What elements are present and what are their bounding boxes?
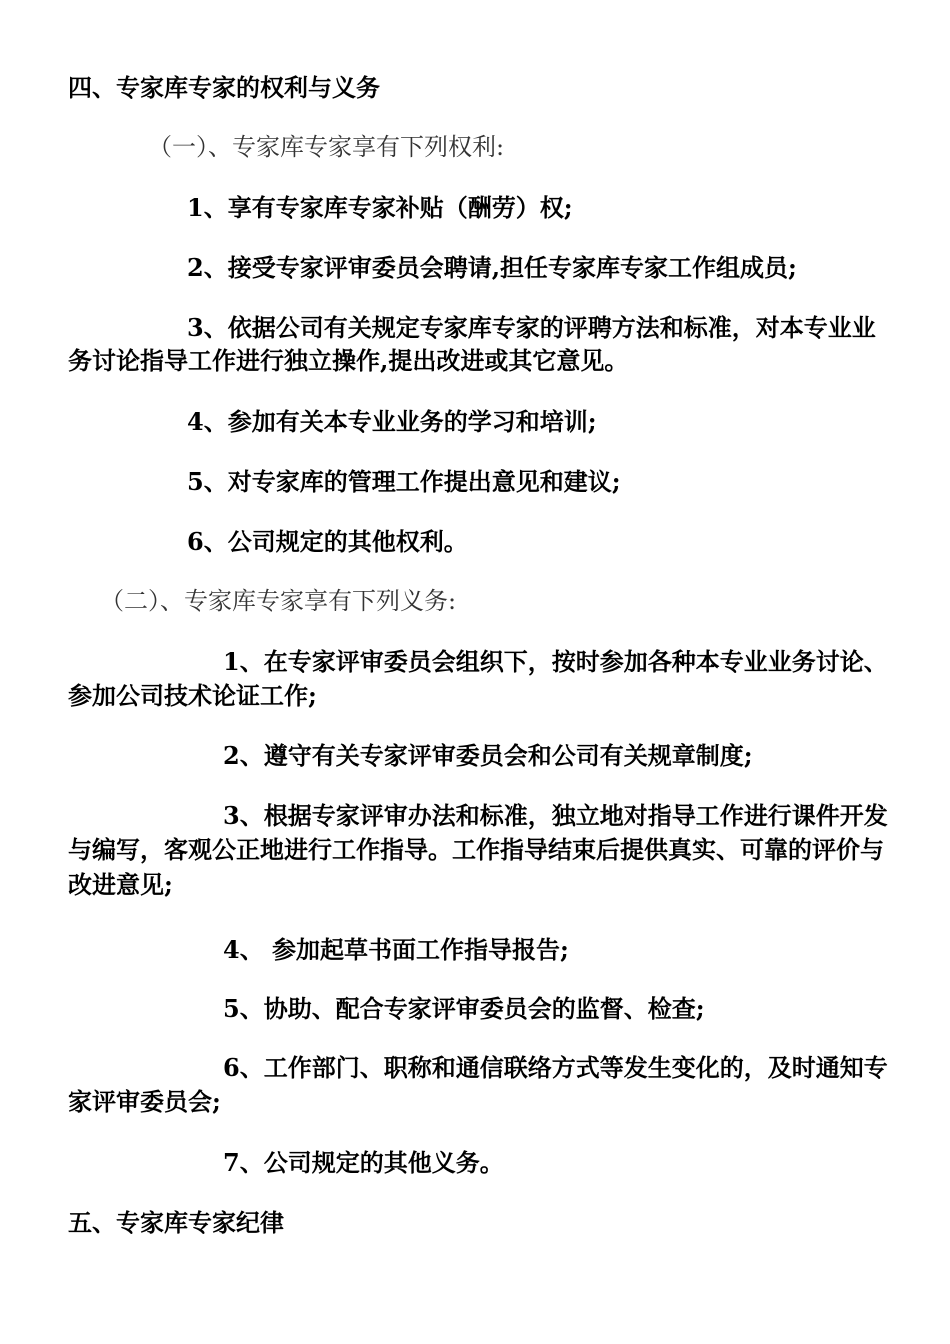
rights-subheading: （一）、专家库专家享有下列权利:	[148, 133, 505, 161]
duties-subheading: （二）、专家库专家享有下列义务:	[100, 587, 457, 615]
rights-item-6: 6、公司规定的其他权利。	[187, 527, 468, 556]
duties-item-6-line-2: 家评审委员会;	[68, 1087, 221, 1116]
duties-item-3-line-1: 3、根据专家评审办法和标准，独立地对指导工作进行课件开发	[223, 801, 888, 830]
duties-item-5: 5、协助、配合专家评审委员会的监督、检查;	[223, 994, 705, 1023]
duties-item-6-line-1: 6、工作部门、职称和通信联络方式等发生变化的，及时通知专	[223, 1053, 888, 1082]
duties-item-1-line-1: 1、在专家评审委员会组织下，按时参加各种本专业业务讨论、	[223, 647, 888, 676]
rights-item-2: 2、接受专家评审委员会聘请,担任专家库专家工作组成员;	[187, 253, 797, 282]
rights-item-3-line-2: 务讨论指导工作进行独立操作,提出改进或其它意见。	[68, 346, 629, 375]
rights-item-3-line-1: 3、依据公司有关规定专家库专家的评聘方法和标准，对本专业业	[187, 313, 876, 342]
duties-item-2: 2、遵守有关专家评审委员会和公司有关规章制度;	[223, 741, 753, 770]
section-4-heading: 四、专家库专家的权利与义务	[68, 73, 380, 102]
duties-item-3-line-2: 与编写，客观公正地进行工作指导。工作指导结束后提供真实、可靠的评价与	[68, 835, 884, 864]
rights-item-1: 1、享有专家库专家补贴（酬劳）权;	[187, 193, 573, 222]
rights-item-5: 5、对专家库的管理工作提出意见和建议;	[187, 467, 621, 496]
duties-item-3-line-3: 改进意见;	[68, 870, 173, 899]
duties-item-7: 7、公司规定的其他义务。	[223, 1148, 504, 1177]
rights-item-4: 4、参加有关本专业业务的学习和培训;	[187, 407, 597, 436]
duties-item-4: 4、 参加起草书面工作指导报告;	[223, 935, 569, 964]
duties-item-1-line-2: 参加公司技术论证工作;	[68, 681, 317, 710]
section-5-heading: 五、专家库专家纪律	[68, 1208, 284, 1237]
